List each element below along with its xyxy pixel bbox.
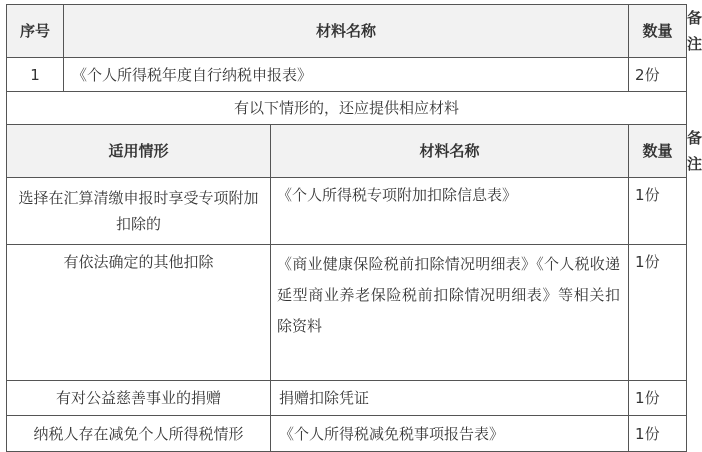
header-material-2: 材料名称 (271, 125, 629, 178)
row1-material: 《个人所得税年度自行纳税申报表》 (64, 58, 629, 92)
material-cell: 《商业健康保险税前扣除情况明细表》《个人税收递延型商业养老保险税前扣除情况明细表》等相关扣除资料 (271, 245, 629, 381)
table-row (7, 381, 687, 416)
header-qty-2: 数量 (629, 125, 687, 178)
header-material: 材料名称 (64, 5, 629, 58)
situation-cell: 有对公益慈善事业的捐赠 (7, 381, 271, 416)
header-qty: 数量 (629, 5, 687, 58)
material-cell: 《个人所得税专项附加扣除信息表》 (271, 178, 629, 245)
situation-cell: 有依法确定的其他扣除 (7, 245, 271, 381)
row1-qty: 2份 (629, 58, 687, 92)
qty-cell: 1份 (629, 245, 687, 381)
table-header-row: 序号 材料名称 数量 备注 (7, 5, 687, 58)
note-text: 有以下情形的，还应提供相应材料 (7, 92, 687, 125)
situation-cell: 纳税人存在减免个人所得税情形 (7, 416, 271, 452)
qty-cell: 1份 (629, 178, 687, 245)
table-row (7, 245, 687, 381)
table-row (7, 178, 687, 245)
row1-no: 1 (7, 58, 64, 92)
table-row (7, 58, 687, 92)
material-cell: 捐赠扣除凭证 (271, 381, 629, 416)
materials-table (6, 4, 702, 452)
qty-cell: 1份 (629, 381, 687, 416)
header-situation: 适用情形 (7, 125, 271, 178)
header-no: 序号 (7, 5, 64, 58)
table-subheader-row: 适用情形 材料名称 数量 备注 (7, 125, 687, 178)
qty-cell: 1份 (629, 416, 687, 452)
table-row (7, 416, 687, 452)
situation-cell: 选择在汇算清缴申报时享受专项附加扣除的 (7, 178, 271, 245)
note-row (7, 92, 687, 125)
material-cell: 《个人所得税减免税事项报告表》 (271, 416, 629, 452)
